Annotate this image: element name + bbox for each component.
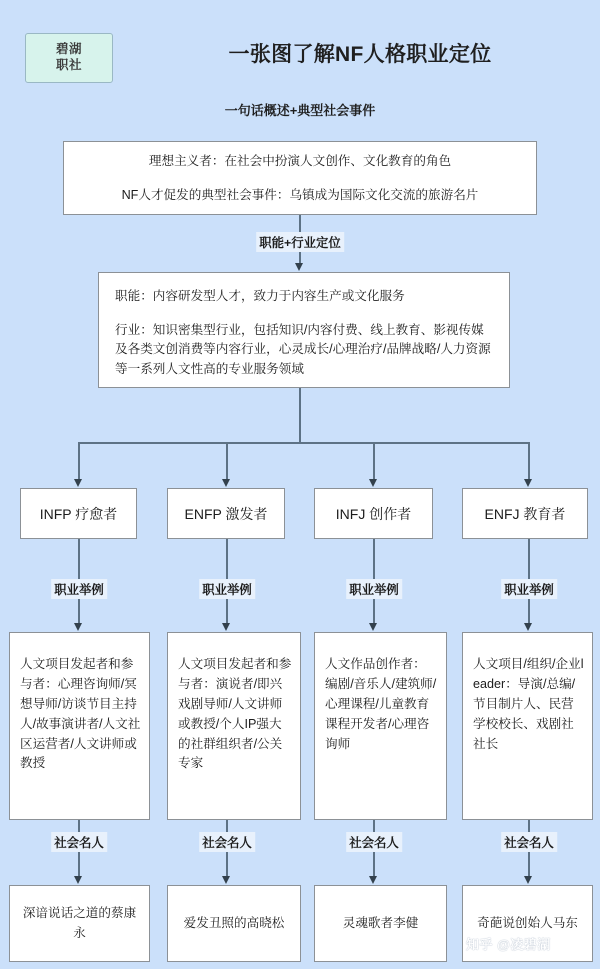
- watermark: 知乎 @凌碧湖: [466, 937, 551, 952]
- arrow-branch-2: [222, 479, 230, 487]
- branch-drop-4: [528, 442, 530, 480]
- type-box-enfp: [167, 488, 285, 539]
- branch-drop-2: [226, 442, 228, 480]
- role-line-function: 职能：内容研发型人才，致力于内容生产或文化服务: [115, 289, 405, 303]
- career-box-infp: 人文项目发起者和参与者：心理咨询师/冥想导师/访谈节目主持人/故事演讲者/人文社区运营者/人文讲师或教授: [9, 632, 150, 820]
- arrow-branch-3: [369, 479, 377, 487]
- arrow-branch-4: [524, 479, 532, 487]
- career-box-enfj: 人文项目/组织/企业leader：导演/总编/节目制片人、民营学校校长、戏剧社社长: [462, 632, 593, 820]
- celebrity-box-enfj: 奇葩说创始人马东: [462, 885, 593, 962]
- arrow-career-celeb-4: [524, 876, 532, 884]
- page-subtitle: 一句话概述+典型社会事件: [224, 103, 376, 118]
- arrow-type-career-4: [524, 623, 532, 631]
- celebrity-box-infp: 深谙说话之道的蔡康永: [9, 885, 150, 962]
- arrow-branch-1: [74, 479, 82, 487]
- overview-line-2: NF人才促发的典型社会事件：乌镇成为国际文化交流的旅游名片: [121, 187, 479, 202]
- arrow-career-celeb-1: [74, 876, 82, 884]
- edge-label-career-3: 职业举例: [346, 579, 402, 599]
- celebrity-box-enfp: 爱发丑照的高晓松: [167, 885, 301, 962]
- type-label-enfj: ENFJ 教育者: [484, 505, 566, 522]
- type-label-infj: INFJ 创作者: [335, 505, 412, 522]
- edge-label-career-1: 职业举例: [51, 579, 107, 599]
- edge-label-career-2: 职业举例: [199, 579, 255, 599]
- edge-label-to-role: 职能+行业定位: [256, 232, 344, 252]
- edge-label-career-4: 职业举例: [501, 579, 557, 599]
- branch-drop-1: [78, 442, 80, 480]
- brand-logo-line2: 职社: [55, 58, 82, 72]
- career-box-enfp: 人文项目发起者和参与者：演说者/即兴戏剧导师/人文讲师或教授/个人IP强大的社群组织者/公关专家: [167, 632, 301, 820]
- type-box-infj: [314, 488, 433, 539]
- celebrity-box-infj: 灵魂歌者李健: [314, 885, 447, 962]
- arrow-overview-to-role: [295, 263, 303, 271]
- brand-logo: [25, 33, 113, 83]
- career-box-infj: 人文作品创作者：编剧/音乐人/建筑师/心理课程/儿童教育课程开发者/心理咨询师: [314, 632, 447, 820]
- branch-drop-3: [373, 442, 375, 480]
- arrow-type-career-1: [74, 623, 82, 631]
- brand-logo-line1: 碧湖: [55, 42, 82, 57]
- role-industry-box: [98, 272, 510, 388]
- arrow-type-career-3: [369, 623, 377, 631]
- edge-label-celebrity-1: 社会名人: [51, 832, 107, 852]
- type-box-enfj: [462, 488, 588, 539]
- edge-label-celebrity-3: 社会名人: [346, 832, 402, 852]
- branch-trunk: [299, 388, 301, 443]
- type-box-infp: [20, 488, 137, 539]
- arrow-career-celeb-2: [222, 876, 230, 884]
- branch-bus: [78, 442, 529, 444]
- edge-label-celebrity-2: 社会名人: [199, 832, 255, 852]
- page-title: 一张图了解NF人格职业定位: [228, 43, 492, 66]
- role-line-industry: 行业：知识密集型行业，包括知识/内容付费、线上教育、影视传媒及各类文创消费等内容行业，心灵成长/心理治疗/品牌战略/人力资源等一系列人文性高的专业服务领域: [115, 322, 491, 376]
- overview-line-1: 理想主义者：在社会中扮演人文创作、文化教育的角色: [148, 154, 452, 168]
- edge-label-celebrity-4: 社会名人: [501, 832, 557, 852]
- type-label-enfp: ENFP 激发者: [184, 505, 268, 522]
- type-label-infp: INFP 疗愈者: [39, 505, 118, 522]
- arrow-career-celeb-3: [369, 876, 377, 884]
- overview-box: [63, 141, 537, 215]
- arrow-type-career-2: [222, 623, 230, 631]
